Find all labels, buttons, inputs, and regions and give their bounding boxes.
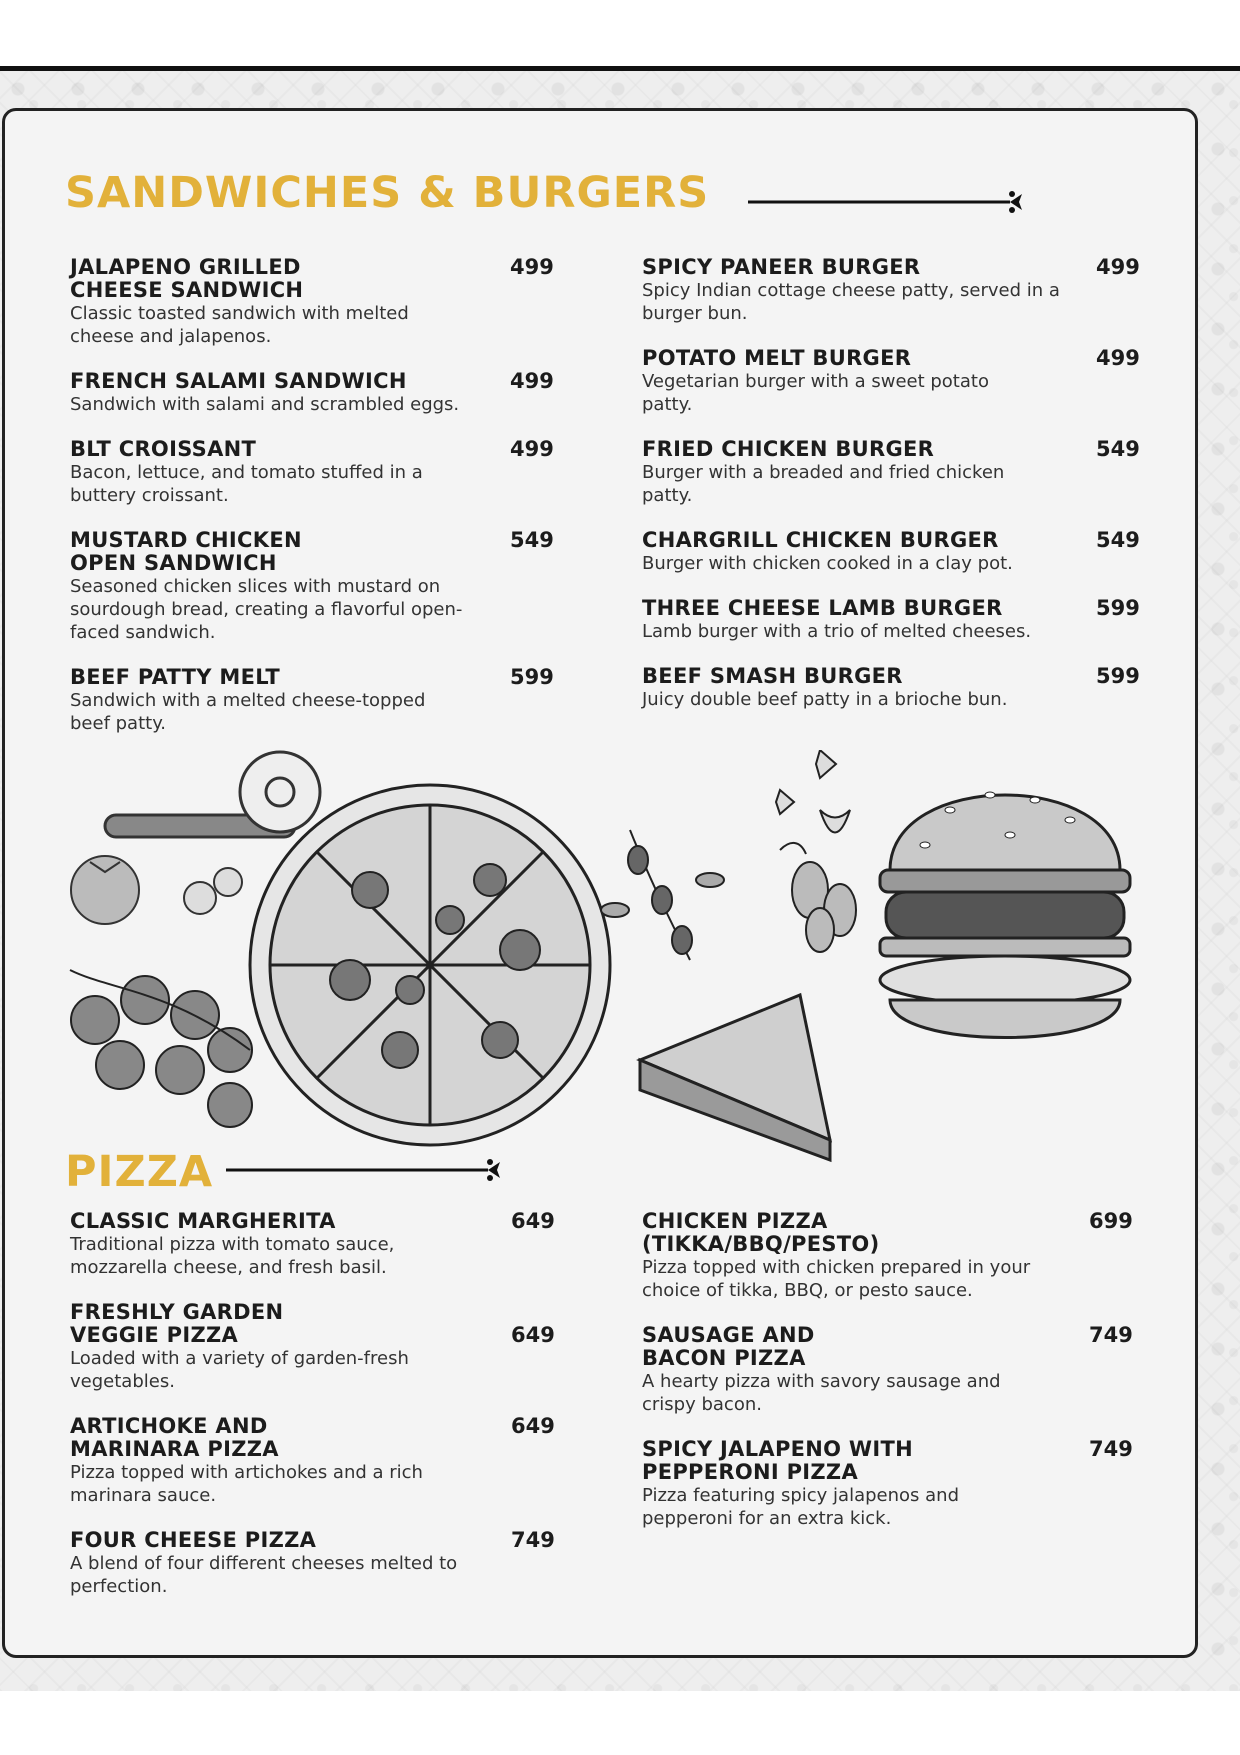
item-price: 499 (1096, 255, 1140, 279)
menu-item (70, 256, 570, 348)
item-name: BEEF SMASH BURGER (642, 664, 903, 688)
item-name: SPICY JALAPENO WITH PEPPERONI PIZZA (642, 1437, 914, 1484)
item-price: 649 (511, 1414, 555, 1438)
item-name: MUSTARD CHICKEN OPEN SANDWICH (70, 528, 302, 575)
menu-item (70, 1301, 570, 1393)
item-price: 699 (1089, 1209, 1133, 1233)
item-price: 649 (511, 1323, 555, 1347)
item-price: 499 (510, 437, 554, 461)
cheese-wedge-icon (640, 995, 830, 1160)
food-illustration (50, 750, 1150, 1170)
item-price: 749 (511, 1528, 555, 1552)
burger-icon (880, 792, 1130, 1038)
tomato-icon (71, 856, 242, 924)
item-price: 749 (1089, 1323, 1133, 1347)
item-price: 499 (510, 369, 554, 393)
item-description: Sandwich with a melted cheese-topped beef patty. (70, 690, 426, 734)
item-description: Sandwich with salami and scrambled eggs. (70, 394, 460, 415)
item-description: Seasoned chicken slices with mustard on sourdough bread, creating a flavorful open-faced sandwich. (70, 576, 463, 643)
item-name: SPICY PANEER BURGER (642, 255, 921, 279)
item-description: A blend of four different cheeses melted to perfection. (70, 1553, 458, 1597)
item-name: FRIED CHICKEN BURGER (642, 437, 935, 461)
pasta-icon (776, 750, 850, 854)
menu-item (642, 438, 1142, 507)
item-price: 549 (1096, 437, 1140, 461)
item-name: SAUSAGE AND BACON PIZZA (642, 1323, 815, 1370)
title-divider-ornament (748, 188, 1038, 218)
sandwiches-right-column (642, 256, 1142, 733)
pizza-cutter-icon (105, 752, 320, 837)
title-divider-ornament (226, 1156, 516, 1186)
item-name: JALAPENO GRILLED CHEESE SANDWICH (70, 255, 304, 302)
item-description: A hearty pizza with savory sausage and crispy bacon. (642, 1371, 1001, 1415)
item-price: 549 (1096, 528, 1140, 552)
section-title-pizza: PIZZA (65, 1147, 214, 1197)
item-name: CHICKEN PIZZA (TIKKA/BBQ/PESTO) (642, 1209, 880, 1256)
olive-branch-icon (601, 830, 724, 960)
item-description: Traditional pizza with tomato sauce, mozzarella cheese, and fresh basil. (70, 1234, 395, 1278)
pizza-icon (250, 785, 610, 1145)
menu-item (642, 1210, 1142, 1302)
menu-item (642, 1324, 1142, 1416)
pizza-right-column (642, 1210, 1142, 1552)
item-description: Lamb burger with a trio of melted cheeses. (642, 621, 1032, 642)
item-name: BLT CROISSANT (70, 437, 257, 461)
item-price: 549 (510, 528, 554, 552)
menu-item (642, 256, 1142, 325)
item-name: FRESHLY GARDEN VEGGIE PIZZA (70, 1300, 284, 1347)
item-description: Vegetarian burger with a sweet potato patty. (642, 371, 989, 415)
menu-item (70, 666, 570, 735)
pizza-left-column (70, 1210, 570, 1620)
item-description: Burger with a breaded and fried chicken patty. (642, 462, 1005, 506)
item-description: Pizza topped with chicken prepared in your choice of tikka, BBQ, or pesto sauce. (642, 1257, 1031, 1301)
menu-item (642, 597, 1142, 643)
item-description: Juicy double beef patty in a brioche bun. (642, 689, 1008, 710)
item-name: ARTICHOKE AND MARINARA PIZZA (70, 1414, 279, 1461)
item-price: 599 (1096, 664, 1140, 688)
item-price: 599 (1096, 596, 1140, 620)
item-name: CLASSIC MARGHERITA (70, 1209, 336, 1233)
item-price: 599 (510, 665, 554, 689)
item-description: Pizza featuring spicy jalapenos and pepperoni for an extra kick. (642, 1485, 959, 1529)
item-name: FRENCH SALAMI SANDWICH (70, 369, 407, 393)
item-name: CHARGRILL CHICKEN BURGER (642, 528, 999, 552)
herb-leaves-icon (792, 862, 856, 952)
item-price: 499 (510, 255, 554, 279)
menu-item (642, 529, 1142, 575)
menu-item (70, 370, 570, 416)
menu-item (642, 1438, 1142, 1530)
item-price: 499 (1096, 346, 1140, 370)
item-name: FOUR CHEESE PIZZA (70, 1528, 317, 1552)
item-name: BEEF PATTY MELT (70, 665, 281, 689)
menu-item (70, 1529, 570, 1598)
item-description: Pizza topped with artichokes and a rich marinara sauce. (70, 1462, 423, 1506)
item-description: Classic toasted sandwich with melted cheese and jalapenos. (70, 303, 409, 347)
menu-item (70, 438, 570, 507)
cherry-tomatoes-icon (70, 970, 252, 1127)
item-price: 749 (1089, 1437, 1133, 1461)
sandwiches-left-column (70, 256, 570, 757)
section-title-sandwiches: SANDWICHES & BURGERS (65, 168, 710, 218)
menu-item (70, 1415, 570, 1507)
item-name: THREE CHEESE LAMB BURGER (642, 596, 1003, 620)
menu-item (70, 529, 570, 644)
menu-item (642, 347, 1142, 416)
item-price: 649 (511, 1209, 555, 1233)
item-description: Loaded with a variety of garden-fresh vegetables. (70, 1348, 409, 1392)
item-description: Burger with chicken cooked in a clay pot. (642, 553, 1013, 574)
item-description: Spicy Indian cottage cheese patty, served in a burger bun. (642, 280, 1060, 324)
item-name: POTATO MELT BURGER (642, 346, 912, 370)
item-description: Bacon, lettuce, and tomato stuffed in a buttery croissant. (70, 462, 423, 506)
menu-item (642, 665, 1142, 711)
menu-item (70, 1210, 570, 1279)
